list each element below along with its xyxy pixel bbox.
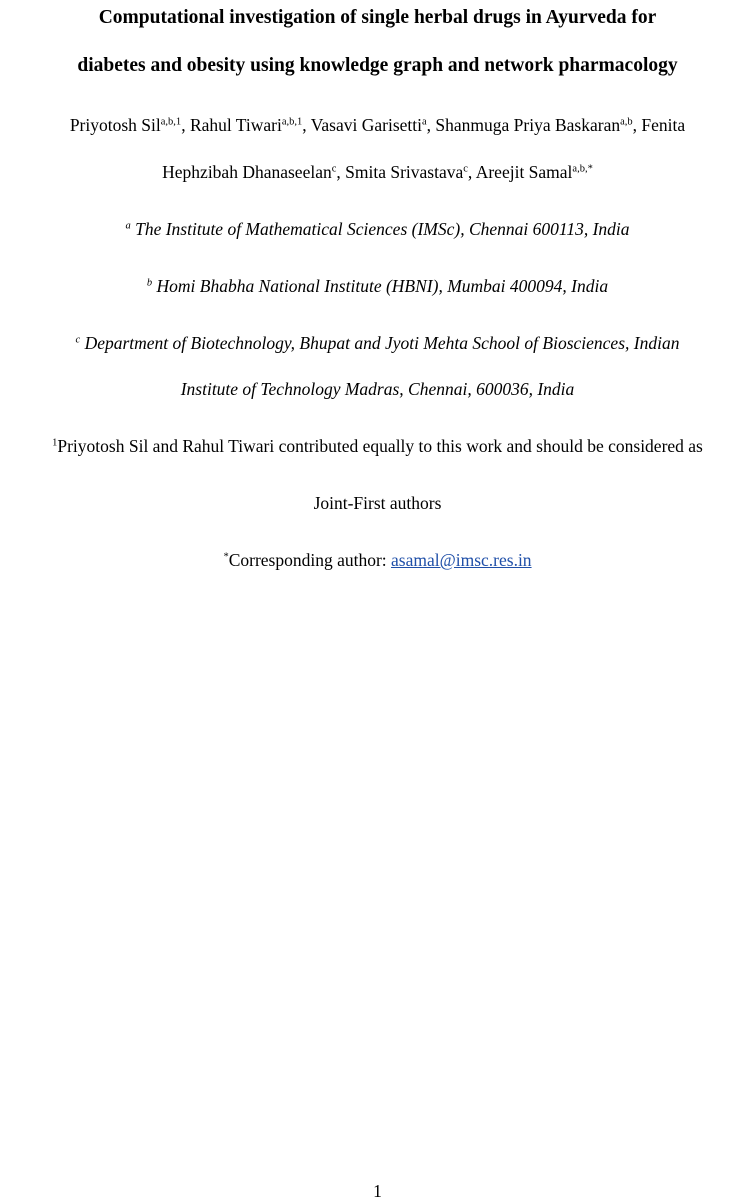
- author-affiliation-marker: c: [331, 163, 337, 175]
- corresponding-author-label: Corresponding author:: [228, 550, 392, 570]
- affiliation-marker: b: [146, 277, 153, 289]
- corresponding-author: [0, 552, 755, 570]
- author-name: Rahul Tiwari: [189, 115, 282, 135]
- author-affiliation-marker: c: [463, 163, 468, 175]
- footnote-marker: *: [223, 551, 229, 563]
- author-name: Areejit Samal: [475, 162, 573, 182]
- author-name: Smita Srivastava: [345, 162, 464, 182]
- affiliation-b: [0, 278, 755, 296]
- author-name-part: Fenita: [641, 115, 686, 135]
- author-name-part: Hephzibah Dhanaseelan: [162, 162, 332, 182]
- author-name: Priyotosh Sil: [69, 115, 161, 135]
- affiliation-marker: a: [125, 220, 131, 232]
- author-affiliation-marker: a,b,1: [281, 116, 303, 128]
- page-number: 1: [373, 1181, 382, 1201]
- author-list-line-1: Priyotosh Sil$^{a,b,1}$, Rahul Tiwari$^{a,b,1}$, Vasavi Garisetti$^a$, Shanmuga Priya Baskaran$^{a,b}$, Fenita: [69, 115, 686, 135]
- equal-contribution-text: Priyotosh Sil and Rahul Tiwari contributed equally to this work and should be considered as: [57, 436, 703, 456]
- author-name: Vasavi Garisetti: [310, 115, 422, 135]
- affiliation-text: Homi Bhabha National Institute (HBNI), Mumbai 400094, India: [156, 276, 609, 296]
- affiliation-c-line-2: Institute of Technology Madras, Chennai, 600036, India: [180, 379, 575, 399]
- affiliation-c-line-1: [0, 335, 755, 353]
- footnote-marker: 1: [52, 437, 58, 449]
- affiliation-text: Department of Biotechnology, Bhupat and Jyoti Mehta School of Biosciences, Indian: [84, 333, 680, 353]
- author-affiliation-marker: a,b,1: [160, 116, 182, 128]
- affiliation-text: The Institute of Mathematical Sciences (IMSc), Chennai 600113, India: [135, 219, 630, 239]
- affiliation-a: [0, 221, 755, 239]
- author-affiliation-marker: a: [422, 116, 427, 128]
- corresponding-author-email-link[interactable]: asamal@imsc.res.in: [391, 550, 532, 570]
- affiliation-marker: c: [75, 334, 81, 346]
- equal-contribution-note-line-1: [0, 438, 755, 456]
- author-affiliation-marker: a,b,*: [572, 163, 593, 175]
- author-affiliation-marker: a,b: [620, 116, 633, 128]
- author-name: Shanmuga Priya Baskaran: [435, 115, 621, 135]
- paper-title-line-1: Computational investigation of single herbal drugs in Ayurveda for: [98, 7, 657, 28]
- author-list-line-2: Hephzibah Dhanaseelan$^c$, Smita Srivastava$^c$, Areejit Samal$^{a,b,*}$: [162, 162, 593, 182]
- equal-contribution-note-line-2: Joint-First authors: [313, 493, 442, 513]
- paper-title-line-2: diabetes and obesity using knowledge graph and network pharmacology: [77, 55, 678, 76]
